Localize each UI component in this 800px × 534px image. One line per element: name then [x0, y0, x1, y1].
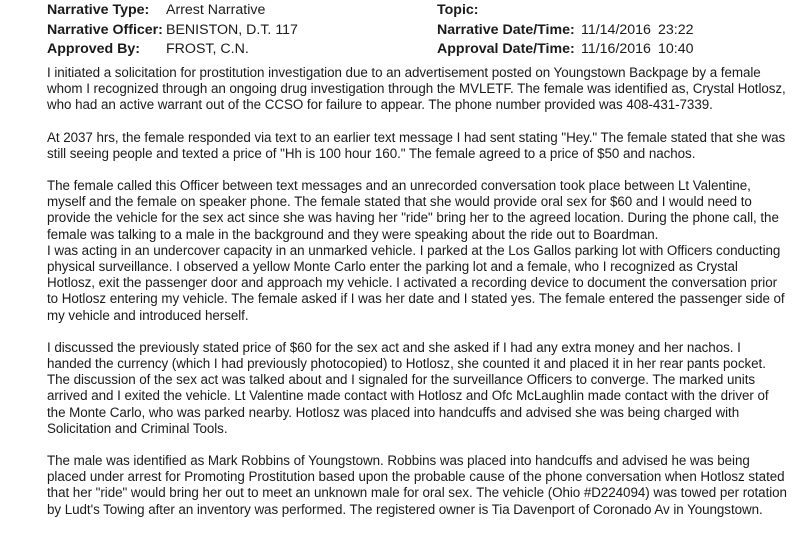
approval-date: 11/16/2016 — [581, 41, 651, 57]
narrative-paragraph: The female called this Officer between text messages and an unrecorded conversation took place between Lt Valentine, myself and the female on speaker phone. The female stated that she would provide oral sex for $60 and I would need to provide the vehicle for the sex act since she was having her "ride" bring her to the agreed location. During the phone call, the female was talking to a male in the background and they were speaking about the ride out to Boardman. — [47, 178, 779, 242]
narrative-time: 23:22 — [658, 22, 694, 38]
approved-by-label: Approved By: — [47, 41, 141, 57]
narrative-body — [47, 65, 787, 534]
header-row-approval — [0, 39, 800, 59]
approval-time: 10:40 — [658, 41, 694, 57]
narrative-datetime-label: Narrative Date/Time: — [437, 22, 575, 38]
header-row-officer — [0, 20, 800, 40]
narrative-paragraph: I discussed the previously stated price of $60 for the sex act and she asked if I had any extra money and her nachos. I handed the currency (which I had previously photocopied) to Hotlosz, she counted it and placed it in her rear pants pocket. The discussion of the sex act was talked about and I signaled for the surveillance Officers to converge. The marked units arrived and I exited the vehicle. Lt Valentine made contact with Hotlosz and Ofc McLaughlin made contact with the driver of the Monte Carlo, who was parked nearby. Hotlosz was placed into handcuffs and advised she was being charged with Solicitation and Criminal Tools. — [47, 339, 769, 436]
narrative-type-label: Narrative Type: — [47, 2, 150, 18]
narrative-officer-value: BENISTON, D.T. 117 — [166, 22, 298, 38]
narrative-type-value: Arrest Narrative — [166, 2, 266, 18]
narrative-date: 11/14/2016 — [581, 22, 651, 38]
narrative-paragraph: I was acting in an undercover capacity in an unmarked vehicle. I parked at the Los Gallos parking lot with Officers conducting physical surveillance. I observed a yellow Monte Carlo enter the parking lot and a female, who I recognized as Crystal Hotlosz, exit the passenger door and approach my vehicle. I activated a recording device to document the conversation prior to Hotlosz entering my vehicle. The female asked if I was her date and I stated yes. The female entered the passenger side of my vehicle and introduced herself. — [47, 242, 785, 323]
approved-by-value: FROST, C.N. — [166, 41, 249, 57]
topic-label: Topic: — [437, 2, 479, 18]
narrative-paragraph: The male was identified as Mark Robbins of Youngstown. Robbins was placed into handcuffs and advised he was being placed under arrest for Promoting Prostitution based upon the probable cause of the phone conversation when Hotlosz stated that her "ride" would bring her out to meet an unknown male for oral sex. The vehicle (Ohio #D224094) was towed per rotation by Ludt's Towing after an inventory was performed. The registered owner is Tia Davenport of Coronado Av in Youngstown. — [47, 453, 787, 517]
header-row-type — [0, 0, 800, 20]
narrative-paragraph: At 2037 hrs, the female responded via text to an earlier text message I had sent stating "Hey." The female stated that she was still seeing people and texted a price of "Hh is 100 hour 160." The female agreed to a price of $50 and nachos. — [47, 129, 786, 161]
narrative-officer-label: Narrative Officer: — [47, 22, 163, 38]
approval-datetime-label: Approval Date/Time: — [437, 41, 575, 57]
narrative-paragraph: I initiated a solicitation for prostitution investigation due to an advertisement posted on Youngstown Backpage by a female whom I recognized through an ongoing drug investigation through the MVLETF. The female was identified as, Crystal Hotlosz, who had an active warrant out of the CCSO for failure to appear. The phone number provided was 408-431-7339. — [47, 65, 786, 113]
